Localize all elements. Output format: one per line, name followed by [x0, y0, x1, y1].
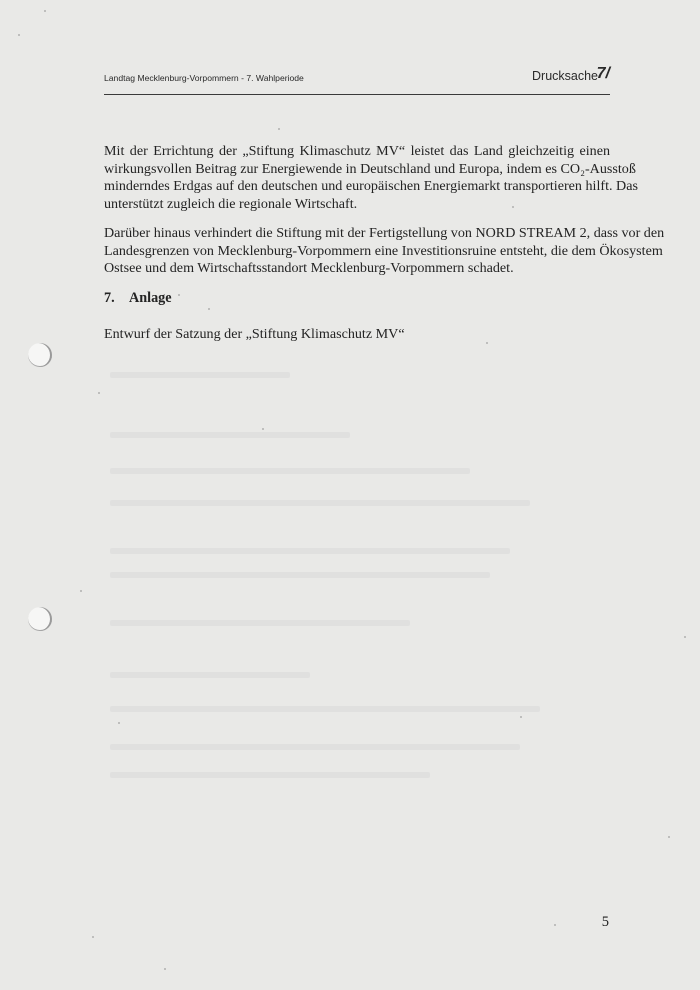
scan-speck	[684, 636, 686, 638]
bleed-through-line	[110, 772, 430, 778]
header-document-type: Drucksache	[532, 69, 598, 83]
paragraph-line: Mit der Errichtung der „Stiftung Klimaschutz MV“ leistet das Land gleichzeitig einen	[104, 143, 610, 159]
punch-hole-top	[28, 343, 52, 367]
paragraph-line: Ostsee und dem Wirtschaftsstandort Mecklenburg-Vorpommern schadet.	[104, 260, 514, 276]
scan-speck	[486, 342, 488, 344]
scan-speck	[118, 722, 120, 724]
bleed-through-line	[110, 500, 530, 506]
scan-speck	[668, 836, 670, 838]
paragraph-line: minderndes Erdgas auf den deutschen und europäischen Energiemarkt transportieren hilft. Das	[104, 178, 638, 194]
paragraph-line: Darüber hinaus verhindert die Stiftung mit der Fertigstellung von NORD STREAM 2, dass vor den	[104, 225, 665, 241]
scan-speck	[278, 128, 280, 130]
paragraph-climate-foundation	[104, 143, 638, 213]
bleed-through-line	[110, 468, 470, 474]
bleed-through-line	[110, 672, 310, 678]
scan-speck	[178, 294, 180, 296]
bleed-through-line	[110, 432, 350, 438]
header-document-number: 7/	[596, 65, 610, 82]
section-heading	[104, 290, 172, 307]
bleed-through-line	[110, 744, 520, 750]
paragraph-line: Landesgrenzen von Mecklenburg-Vorpommern eine Investitionsruine entsteht, die dem Ökosystem	[104, 242, 663, 259]
punch-hole-bottom	[28, 607, 52, 631]
paragraph-nord-stream	[104, 225, 665, 278]
section-number: 7.	[104, 290, 115, 306]
bleed-through-line	[110, 572, 490, 578]
scan-speck	[554, 924, 556, 926]
attachment-reference: Entwurf der Satzung der „Stiftung Klimaschutz MV“	[104, 326, 405, 342]
scan-speck	[164, 968, 166, 970]
bleed-through-line	[110, 548, 510, 554]
scan-speck	[520, 716, 522, 718]
scan-speck	[98, 392, 100, 394]
bleed-through-line	[110, 706, 540, 712]
bleed-through-line	[110, 620, 410, 626]
page-header	[104, 65, 610, 95]
scan-speck	[80, 590, 82, 592]
scan-speck	[512, 206, 514, 208]
scan-speck	[18, 34, 20, 36]
header-parliament-label: Landtag Mecklenburg-Vorpommern - 7. Wahlperiode	[104, 73, 304, 83]
paragraph-line: wirkungsvollen Beitrag zur Energiewende in Deutschland und Europa, indem es CO₂-Ausstoß	[104, 160, 636, 177]
paragraph-line: unterstützt zugleich die regionale Wirtschaft.	[104, 195, 358, 212]
scan-speck	[208, 308, 210, 310]
page-number: 5	[601, 914, 609, 930]
scan-speck	[44, 10, 46, 12]
bleed-through-line	[110, 372, 290, 378]
scan-speck	[262, 428, 264, 430]
scan-speck	[92, 936, 94, 938]
section-title: Anlage	[129, 290, 172, 306]
